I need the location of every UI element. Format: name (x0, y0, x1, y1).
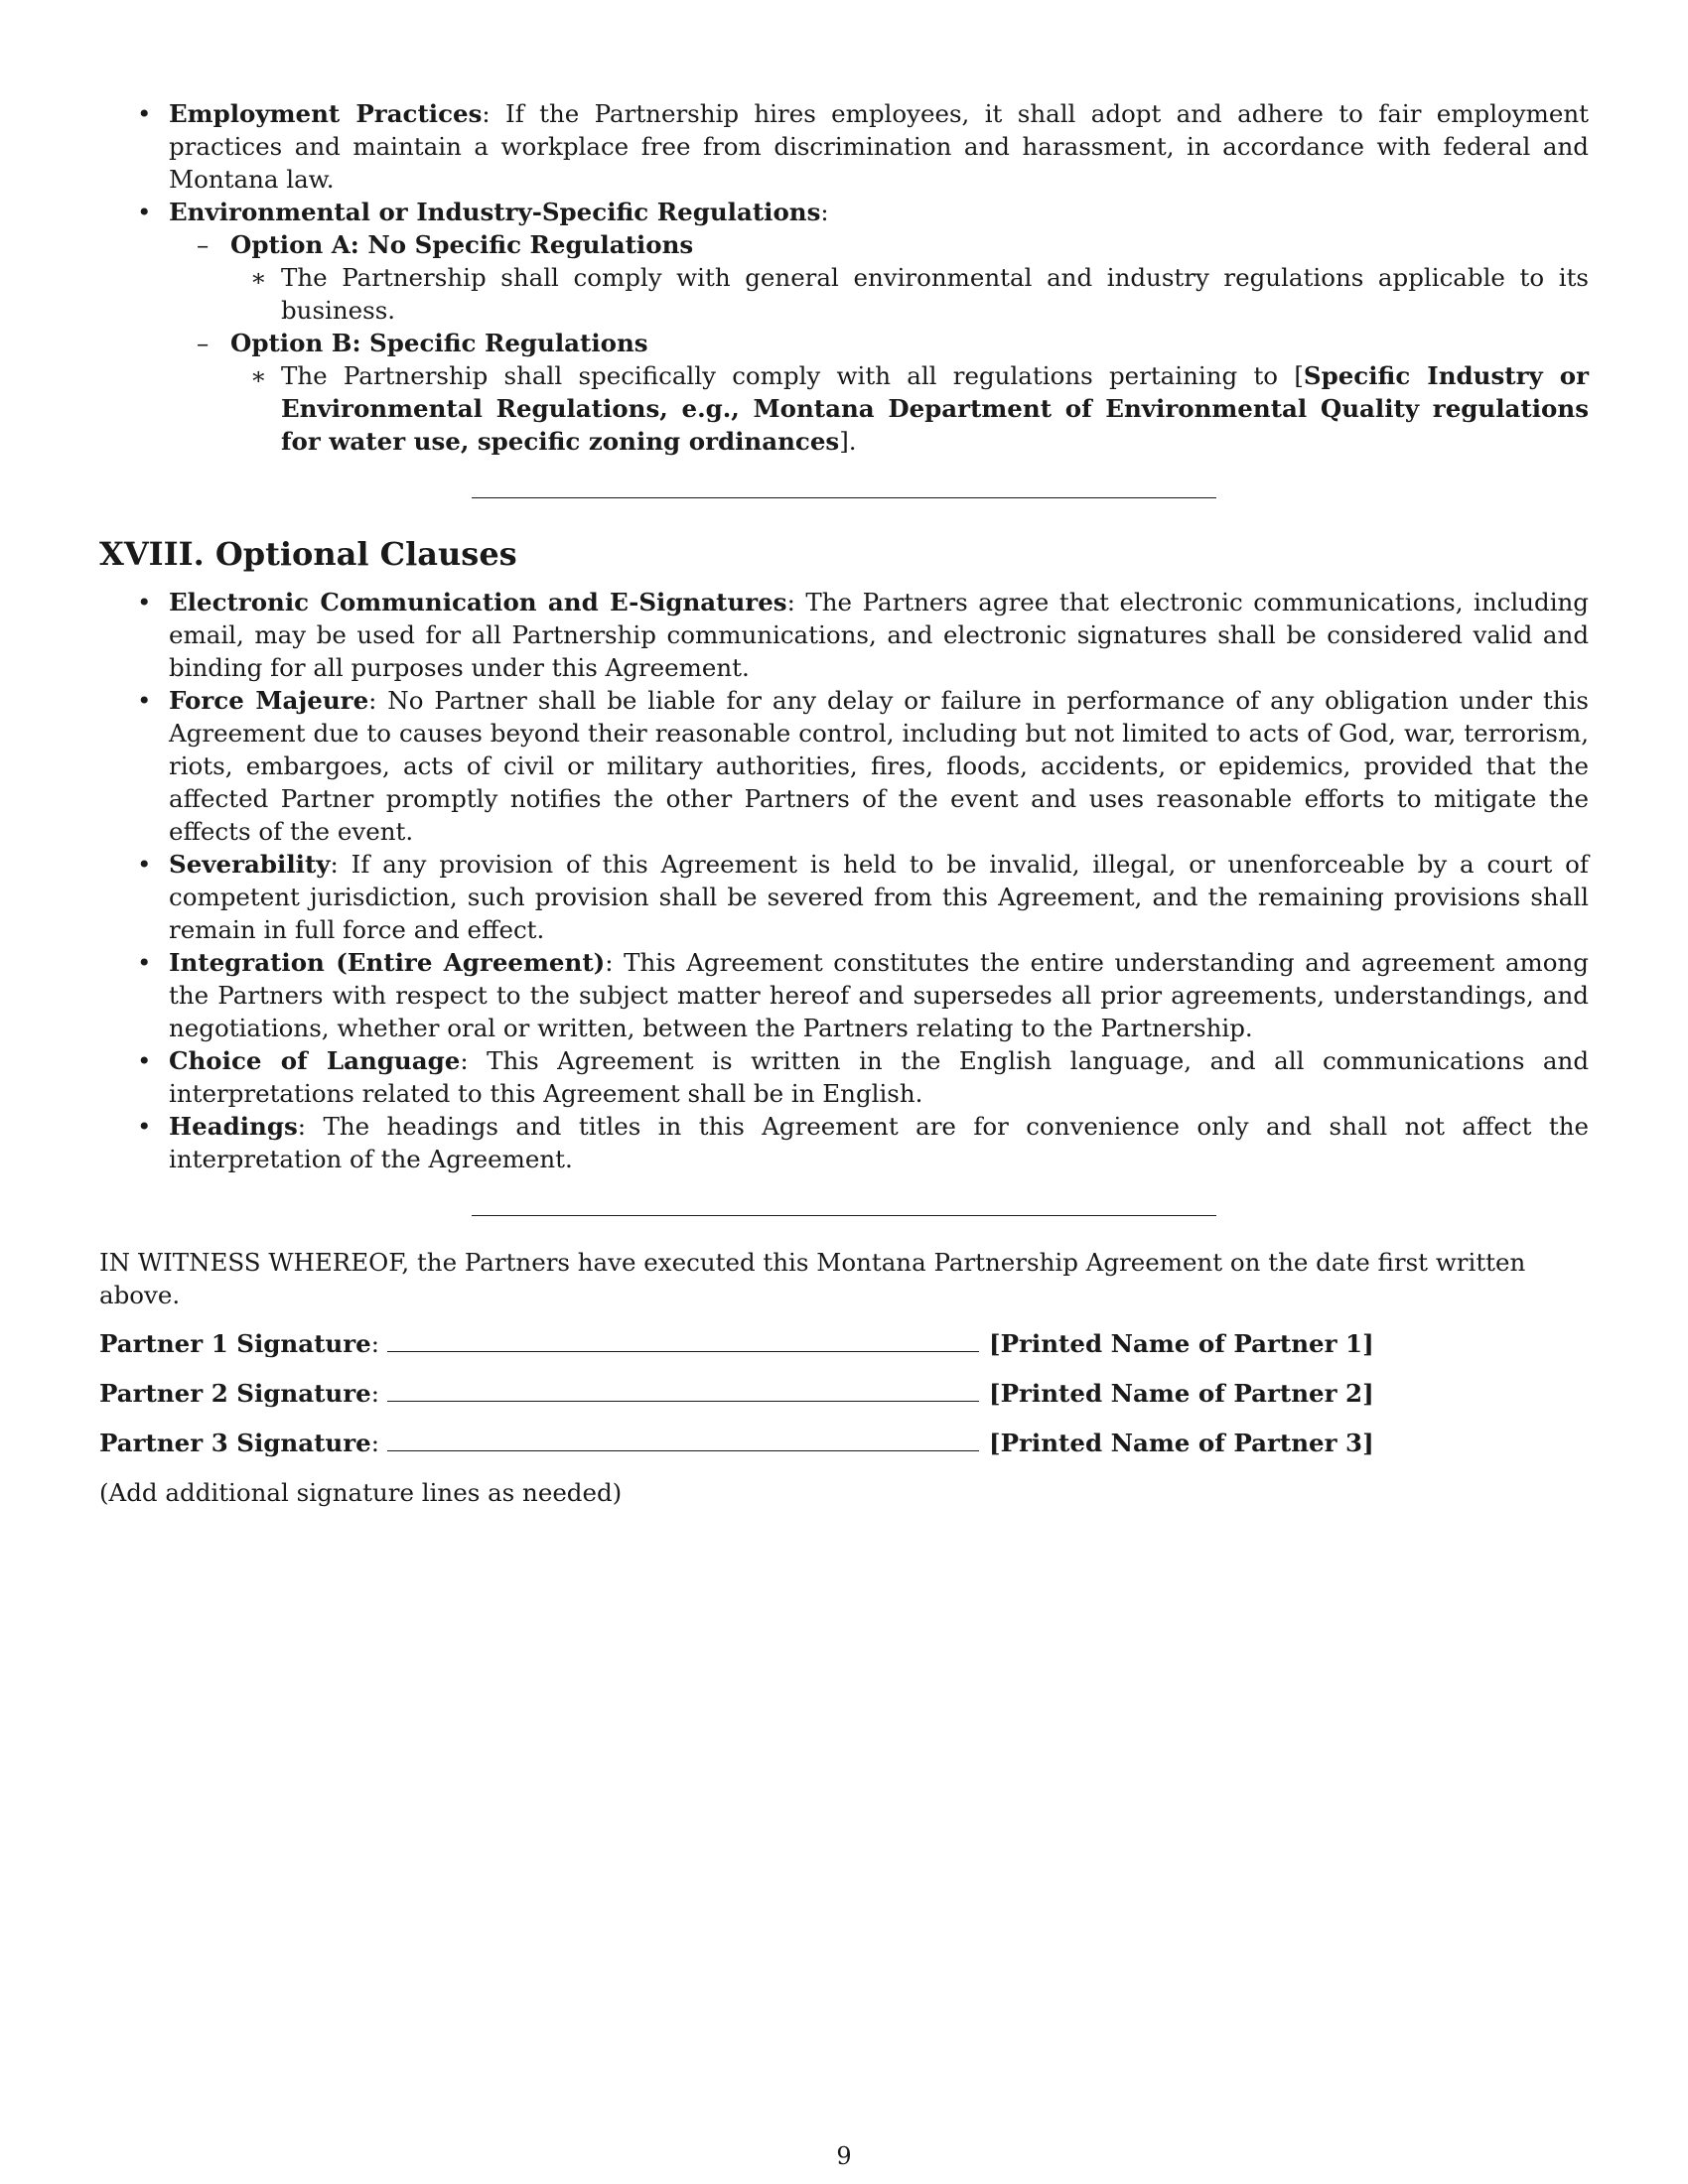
signature-row (99, 1377, 1589, 1410)
signature-label: Partner 2 Signature (99, 1379, 371, 1408)
signature-row (99, 1327, 1589, 1360)
placeholder-text: Specific Industry or Environmental Regulations, e.g., Montana Department of Environmental Quality regulations for water use, specific zoning ordinances (281, 361, 1589, 456)
clause-text: : The Partners agree that electronic communications, including email, may be used for all Partnership communications, and electronic signatures shall be considered valid and binding for all purposes under this Agreement. (169, 588, 1589, 682)
clause-text: : The headings and titles in this Agreement are for convenience only and shall not affect the interpretation of the Agreement. (169, 1112, 1589, 1173)
clause-text: : This Agreement is written in the English language, and all communications and interpretations related to this Agreement shall be in English. (169, 1046, 1589, 1108)
signature-note: (Add additional signature lines as needed) (99, 1478, 623, 1507)
list-item (99, 1044, 1589, 1110)
practices-list (99, 97, 1589, 458)
list-item-employment-practices (99, 97, 1589, 196)
bullet-icon: • (137, 686, 152, 715)
document-page (99, 97, 1589, 1509)
bullet-icon: • (137, 948, 152, 977)
clause-text: : If any provision of this Agreement is held to be invalid, illegal, or unenforceable by a court of competent jurisdiction, such provision shall be severed from this Agreement, and the remaining provisions shall remain in full force and effect. (169, 850, 1589, 944)
option-b-text (99, 359, 1589, 458)
dash-icon: – (197, 329, 210, 357)
clause-text: : This Agreement constitutes the entire understanding and agreement among the Partners with respect to the subject matter hereof and supersedes all prior agreements, understandings, and negotiations, whether oral or written, between the Partners relating to the Partnership. (169, 948, 1589, 1042)
bullet-icon: • (137, 850, 152, 879)
signature-colon: : (370, 1329, 379, 1358)
optional-clauses-list (99, 586, 1589, 1175)
signature-label: Partner 3 Signature (99, 1429, 371, 1457)
asterisk-icon: ∗ (250, 361, 267, 390)
asterisk-icon: ∗ (250, 263, 267, 292)
bullet-icon: • (137, 1046, 152, 1075)
section-heading: XVIII. Optional Clauses (99, 535, 517, 573)
page-number: 9 (836, 2142, 852, 2170)
clause-term: Electronic Communication and E-Signatures (169, 588, 787, 616)
clause-term: Environmental or Industry-Specific Regulations (169, 198, 821, 226)
option-title: Option A: No Specific Regulations (230, 230, 694, 259)
signature-row (99, 1427, 1589, 1459)
option-text-end: ]. (839, 427, 857, 456)
signature-line[interactable] (387, 1329, 979, 1352)
clause-term: Headings (169, 1112, 298, 1141)
clause-text: : If the Partnership hires employees, it shall adopt and adhere to fair employment practices and maintain a workplace free from discrimination and harassment, in accordance with federal and Montana law. (169, 99, 1589, 194)
clause-term: Employment Practices (169, 99, 483, 128)
signature-colon: : (370, 1429, 379, 1457)
list-item (99, 586, 1589, 684)
list-item (99, 848, 1589, 946)
option-text: The Partnership shall specifically comply with all regulations pertaining to [ (281, 361, 1304, 390)
divider (472, 497, 1216, 498)
divider (472, 1215, 1216, 1216)
option-text: The Partnership shall comply with general environmental and industry regulations applicable to its business. (281, 263, 1589, 325)
clause-term: Severability (169, 850, 331, 879)
option-b-title (99, 327, 1589, 359)
list-item (99, 1110, 1589, 1175)
clause-text: : No Partner shall be liable for any delay or failure in performance of any obligation under this Agreement due to causes beyond their reasonable control, including but not limited to acts of God, war, terrorism, riots, embargoes, acts of civil or military authorities, fires, floods, accidents, or epidemics, provided that the affected Partner promptly notifies the other Partners of the event and uses reasonable efforts to mitigate the effects of the event. (169, 686, 1589, 846)
clause-term: Choice of Language (169, 1046, 461, 1075)
bullet-icon: • (137, 198, 152, 226)
list-item-environmental-regulations (99, 196, 1589, 228)
printed-name: [Printed Name of Partner 2] (989, 1379, 1374, 1408)
signature-label: Partner 1 Signature (99, 1329, 371, 1358)
bullet-icon: • (137, 1112, 152, 1141)
signature-colon: : (370, 1379, 379, 1408)
bullet-icon: • (137, 588, 152, 616)
option-title: Option B: Specific Regulations (230, 329, 648, 357)
dash-icon: – (197, 230, 210, 259)
list-item (99, 946, 1589, 1044)
signature-line[interactable] (387, 1429, 979, 1451)
option-a-text (99, 261, 1589, 327)
printed-name: [Printed Name of Partner 1] (989, 1329, 1374, 1358)
clause-term: Integration (Entire Agreement) (169, 948, 606, 977)
bullet-icon: • (137, 99, 152, 128)
clause-term: Force Majeure (169, 686, 369, 715)
list-item (99, 684, 1589, 848)
clause-term-suffix: : (820, 198, 829, 226)
option-a-title (99, 228, 1589, 261)
witness-statement: IN WITNESS WHEREOF, the Partners have executed this Montana Partnership Agreement on the date first written above. (99, 1248, 1526, 1309)
signature-line[interactable] (387, 1379, 979, 1402)
printed-name: [Printed Name of Partner 3] (989, 1429, 1374, 1457)
